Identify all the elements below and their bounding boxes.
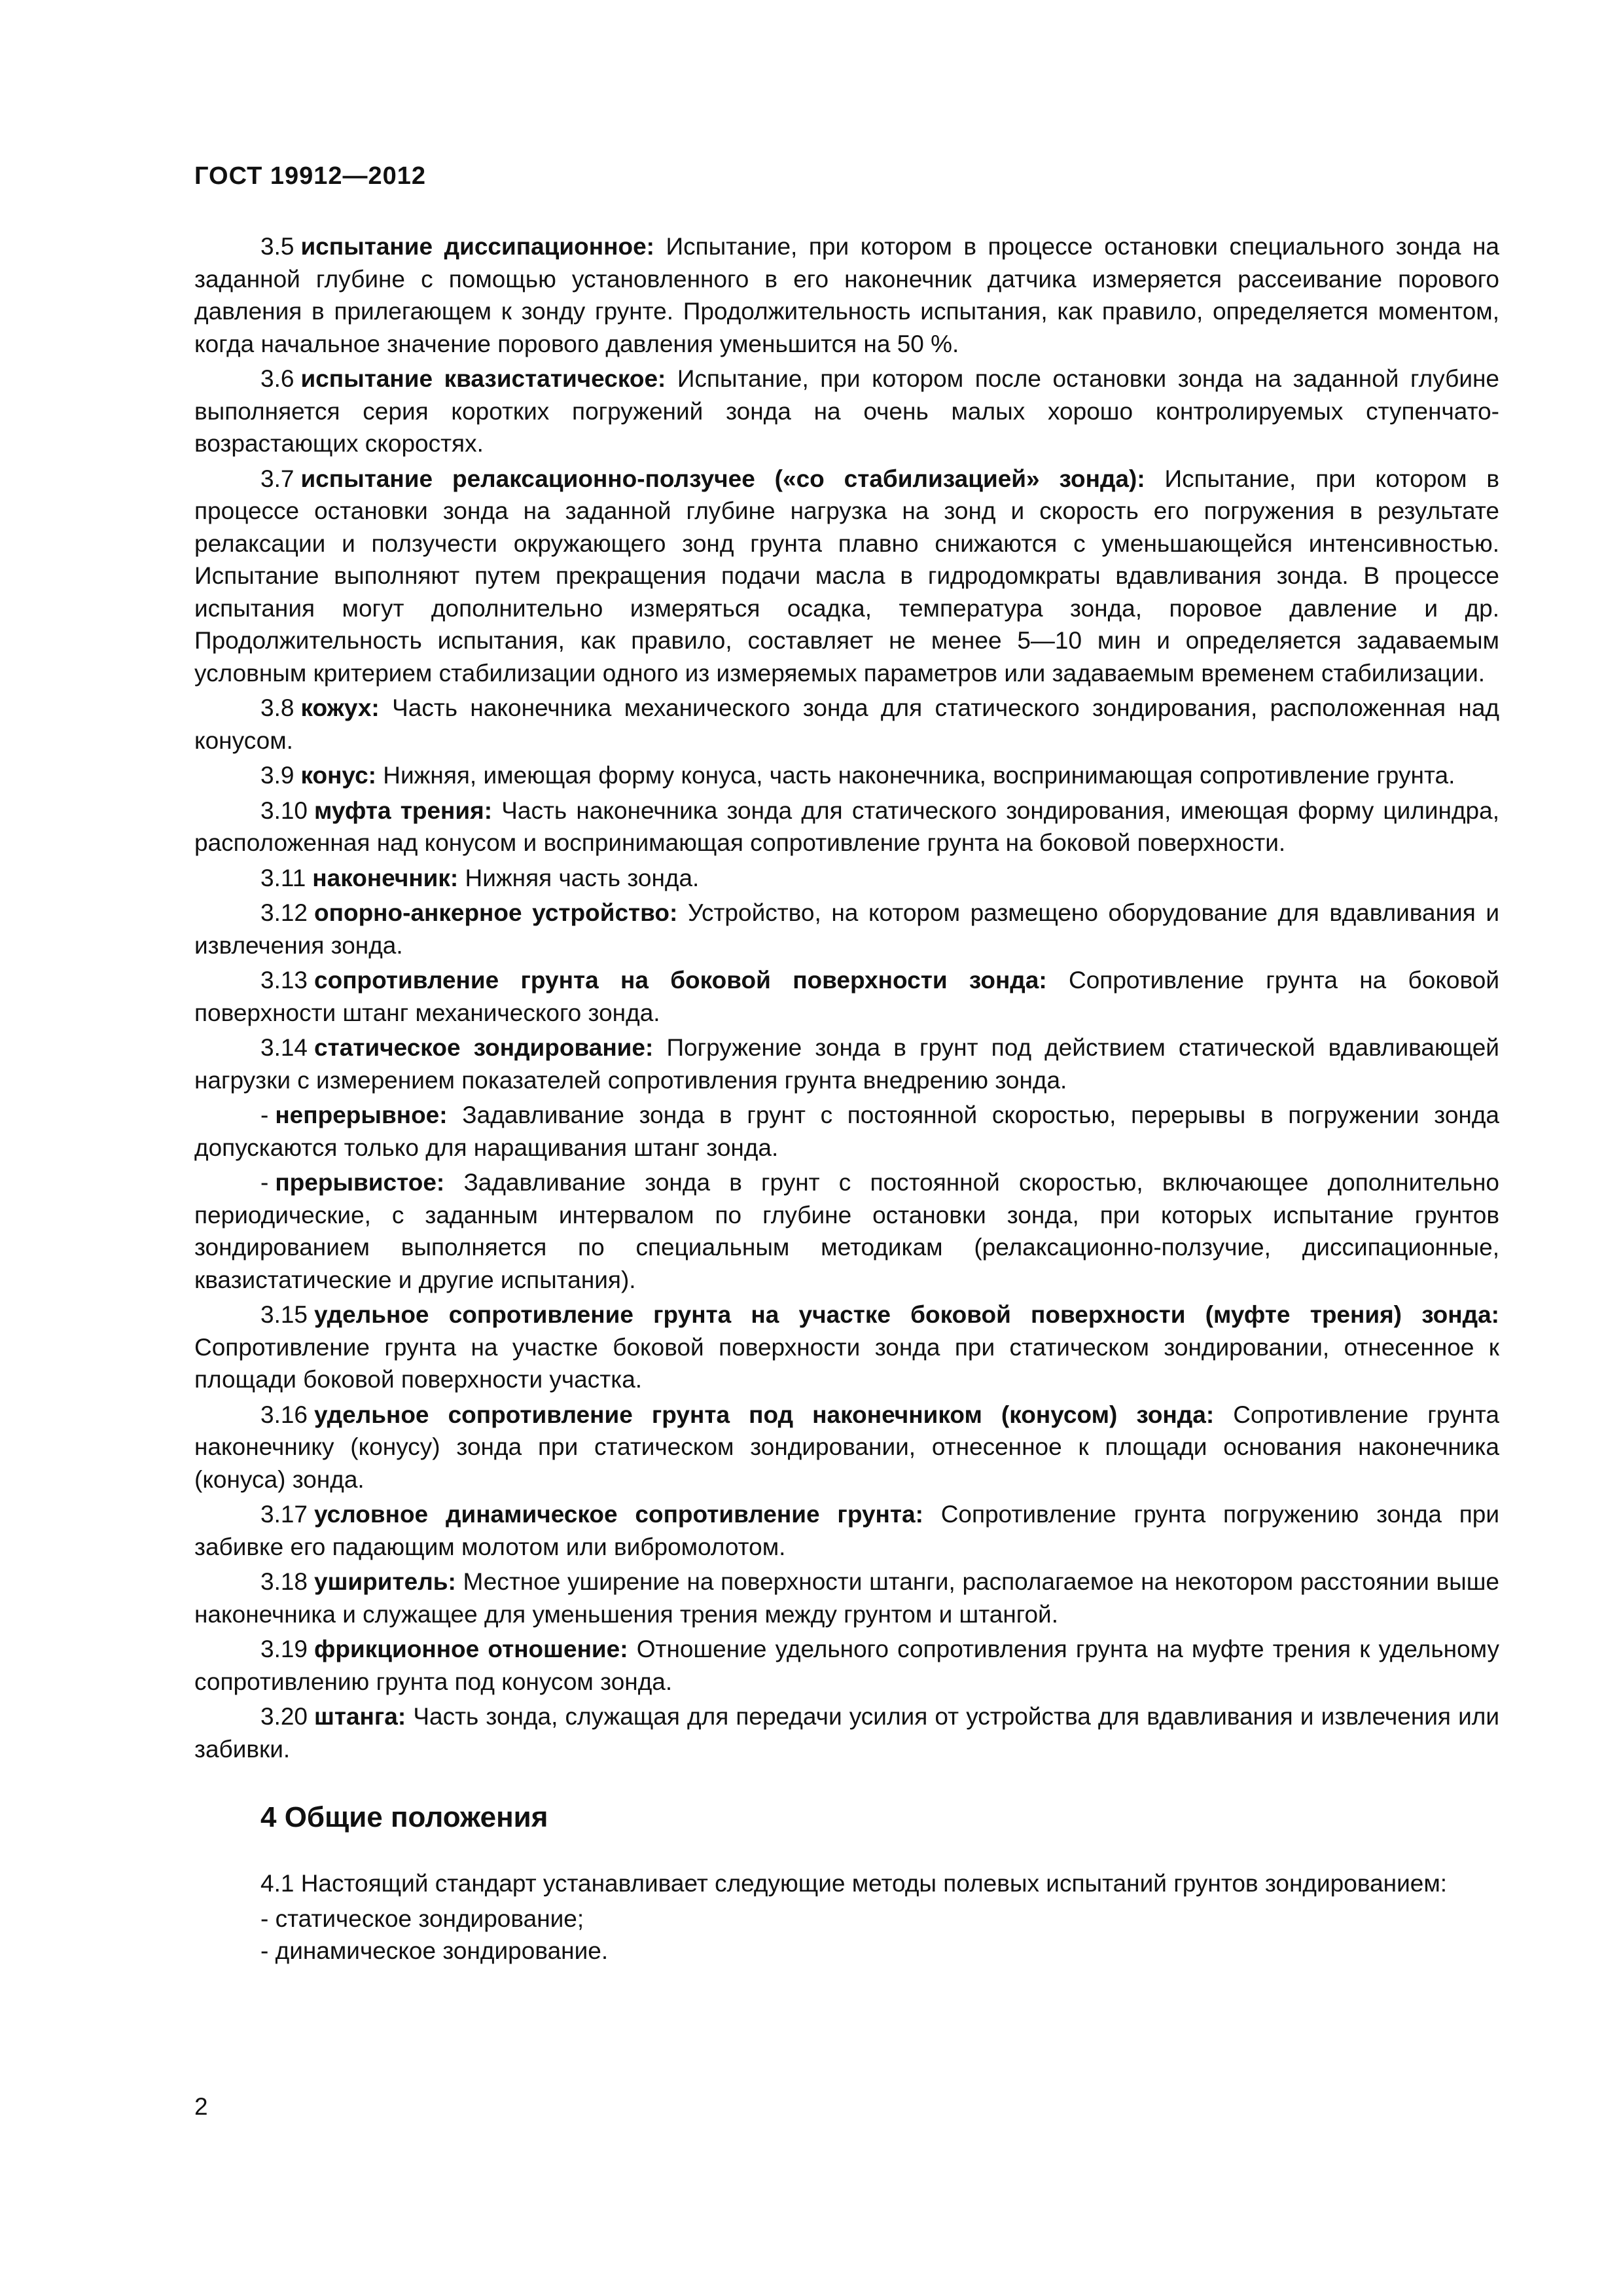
document-body	[194, 230, 1499, 1967]
definition-text: Испытание, при котором в процессе остановки зонда на заданной глубине нагрузка на зонд и скорость его погружения в результате релаксации и ползучести окружающего зонд грунта плавно снижаются с уменьшающейся интенсивностью. Испытание выполняют путем прекращения подачи масла в гидродомкраты вдавливания зонда. В процессе испытания могут дополнительно измеряться осадка, температура зонда, поровое давление и др. Продолжительность испытания, как правило, составляет не менее 5—10 мин и определяется задаваемым условным критерием стабилизации одного из измеряемых параметров или задаваемым временем стабилизации.	[194, 465, 1499, 687]
definition-text: Часть зонда, служащая для передачи усилия от устройства для вдавливания и извлечения или забивки.	[194, 1703, 1499, 1763]
definition-intermittent	[194, 1166, 1499, 1296]
definition-term: удельное сопротивление грунта на участке боковой поверхности (муфте трения) зонда:	[314, 1301, 1499, 1328]
definition-3-20	[194, 1700, 1499, 1765]
definition-term: уширитель:	[314, 1568, 456, 1595]
definition-term: испытание квазистатическое:	[300, 365, 666, 392]
definition-term: кожух:	[300, 694, 380, 721]
definition-term: наконечник:	[312, 864, 459, 891]
definition-number: 3.14	[260, 1034, 308, 1061]
definition-text: Устройство, на котором размещено оборудование для вдавливания и извлечения зонда.	[194, 899, 1499, 959]
definition-number: 3.15	[260, 1301, 308, 1328]
definition-3-13	[194, 964, 1499, 1029]
definition-number: 3.18	[260, 1568, 308, 1595]
definition-number: 3.17	[260, 1501, 308, 1528]
definition-term: штанга:	[314, 1703, 406, 1730]
definition-text: Испытание, при котором в процессе остановки специального зонда на заданной глубине с помощью установленного в его наконечник датчика измеряется рассеивание порового давления в прилегающем к зонду грунте. Продолжительность испытания, как правило, определяется моментом, когда начальное значение порового давления уменьшится на 50 %.	[194, 233, 1499, 357]
definition-number: 3.16	[260, 1401, 308, 1428]
definition-number: 3.7	[260, 465, 294, 492]
definition-3-10	[194, 795, 1499, 859]
definition-text: Задавливание зонда в грунт с постоянной скоростью, включающее дополнительно периодические, с заданным интервалом по глубине остановки зонда, при которых испытание грунтов зондированием выполняется по специальным методикам (релаксационно-ползучие, диссипационные, квазистатические и другие испытания).	[194, 1169, 1499, 1293]
definition-number: 3.8	[260, 694, 294, 721]
definition-3-6	[194, 363, 1499, 460]
definition-3-17	[194, 1498, 1499, 1563]
definition-text: Нижняя, имеющая форму конуса, часть наконечника, воспринимающая сопротивление грунта.	[376, 762, 1455, 789]
document-header: ГОСТ 19912—2012	[194, 162, 427, 190]
definition-text: Сопротивление грунта на боковой поверхности штанг механического зонда.	[194, 967, 1499, 1026]
list-item: - статическое зондирование;	[260, 1905, 584, 1932]
list-item: - динамическое зондирование.	[260, 1937, 609, 1964]
definition-term: опорно-анкерное устройство:	[314, 899, 678, 926]
list-dash: -	[260, 1102, 269, 1128]
definition-text: Нижняя часть зонда.	[458, 864, 700, 891]
definition-text: Часть наконечника механического зонда для статического зондирования, расположенная над конусом.	[194, 694, 1499, 754]
definition-term: непрерывное:	[275, 1102, 448, 1128]
definition-text: Погружение зонда в грунт под действием статической вдавливающей нагрузки с измерением показателей сопротивления грунта внедрению зонда.	[194, 1034, 1499, 1094]
definition-number: 3.11	[260, 864, 306, 891]
definition-term: муфта трения:	[314, 797, 493, 824]
definition-text: Испытание, при котором после остановки зонда на заданной глубине выполняется серия коротких погружений зонда на очень малых хорошо контролируемых ступенчато-возрастающих скоростях.	[194, 365, 1500, 457]
definition-number: 3.6	[260, 365, 294, 392]
definition-3-16	[194, 1399, 1499, 1496]
definition-3-5	[194, 230, 1499, 360]
definition-3-15	[194, 1299, 1499, 1396]
definition-3-19	[194, 1633, 1499, 1698]
definition-number: 3.10	[260, 797, 308, 824]
definition-3-7	[194, 463, 1499, 690]
section-heading: 4 Общие положения	[260, 1801, 548, 1833]
page-number: 2	[194, 2093, 208, 2120]
definition-term: фрикционное отношение:	[314, 1636, 628, 1662]
definition-term: конус:	[300, 762, 376, 789]
definition-text: Часть наконечника зонда для статического зондирования, имеющая форму цилиндра, расположенная над конусом и воспринимающая сопротивление грунта на боковой поверхности.	[194, 797, 1499, 856]
definition-text: Сопротивление грунта наконечнику (конусу) зонда при статическом зондировании, отнесенное к площади основания наконечника (конуса) зонда.	[194, 1401, 1500, 1493]
definition-number: 3.9	[260, 762, 294, 789]
definition-3-11	[194, 862, 1499, 895]
definition-text: Сопротивление грунта погружению зонда при забивке его падающим молотом или вибромолотом.	[194, 1501, 1499, 1560]
definition-continuous	[194, 1099, 1499, 1164]
definition-text: Отношение удельного сопротивления грунта на муфте трения к удельному сопротивлению грунта под конусом зонда.	[194, 1636, 1499, 1695]
definition-3-14	[194, 1031, 1499, 1096]
definition-number: 3.20	[260, 1703, 308, 1730]
definition-term: испытание диссипационное:	[300, 233, 654, 260]
definition-number: 3.13	[260, 967, 308, 994]
definition-text: Сопротивление грунта на участке боковой поверхности зонда при статическом зондировании, отнесенное к площади боковой поверхности участка.	[194, 1333, 1499, 1393]
definition-number: 3.19	[260, 1636, 308, 1662]
definition-text: Местное уширение на поверхности штанги, располагаемое на некотором расстоянии выше наконечника и служащее для уменьшения трения между грунтом и штангой.	[194, 1568, 1499, 1628]
definition-term: испытание релаксационно-ползучее («со стабилизацией» зонда):	[300, 465, 1145, 492]
list-dash: -	[260, 1169, 269, 1196]
definition-term: прерывистое:	[275, 1169, 445, 1196]
definition-number: 3.12	[260, 899, 308, 926]
definition-3-9	[194, 759, 1499, 792]
definition-text: Задавливание зонда в грунт с постоянной скоростью, перерывы в погружении зонда допускаются только для наращивания штанг зонда.	[194, 1102, 1499, 1161]
definition-term: статическое зондирование:	[314, 1034, 654, 1061]
definition-term: сопротивление грунта на боковой поверхности зонда:	[314, 967, 1047, 994]
definition-3-12	[194, 897, 1499, 961]
definition-3-8	[194, 692, 1499, 757]
definition-term: удельное сопротивление грунта под наконечником (конусом) зонда:	[314, 1401, 1215, 1428]
definition-3-18	[194, 1566, 1499, 1630]
definition-term: условное динамическое сопротивление грунта:	[314, 1501, 923, 1528]
paragraph-4-1: 4.1 Настоящий стандарт устанавливает следующие методы полевых испытаний грунтов зондированием:	[260, 1870, 1448, 1897]
definition-number: 3.5	[260, 233, 294, 260]
